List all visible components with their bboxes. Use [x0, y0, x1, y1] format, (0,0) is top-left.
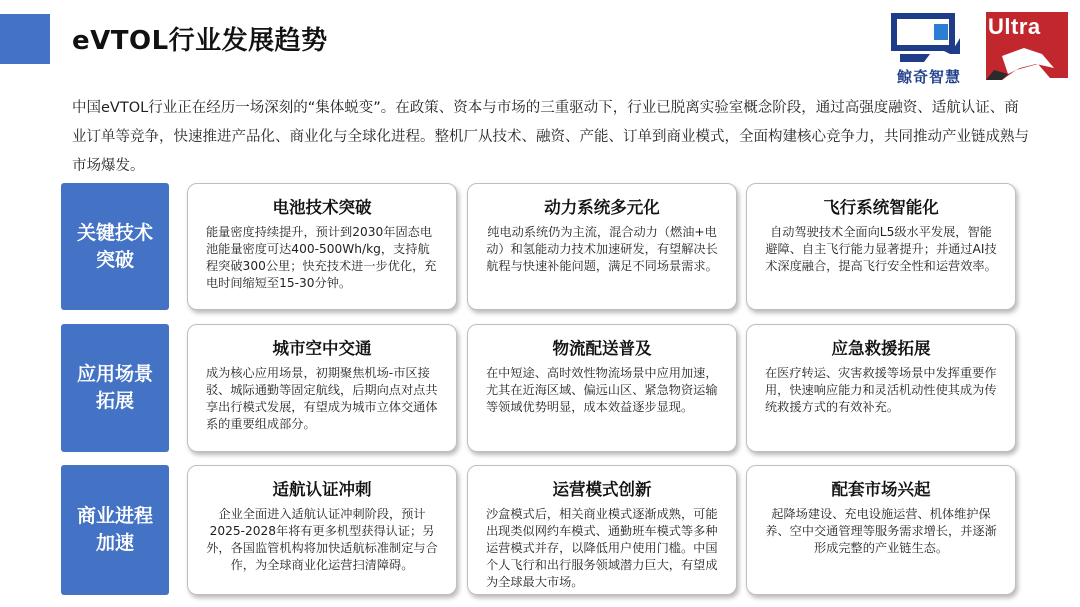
card-flight-system	[746, 183, 1016, 310]
card-battery-tech	[187, 183, 457, 310]
ultra-logo	[980, 8, 1072, 84]
row-label-text: 关键技术突破	[76, 221, 153, 271]
ultra-logo-text: Ultra	[988, 14, 1041, 39]
row-label-key-tech	[61, 183, 169, 310]
card-title: 电池技术突破	[272, 198, 372, 217]
whale-brand-name: 鲸奇智慧	[896, 68, 961, 86]
card-body: 纯电动系统仍为主流，混合动力（燃油+电动）和氢能动力技术加速研发，有望解决长航程与快速补能问题，满足不同场景需求。	[486, 225, 718, 273]
card-title: 运营模式创新	[552, 480, 652, 499]
card-power-system	[467, 183, 737, 310]
card-title: 城市空中交通	[272, 339, 372, 358]
card-body: 沙盒模式后，相关商业模式逐渐成熟，可能出现类似网约车模式、通勤班车模式等多种运营模式并存，以降低用户使用门槛。中国个人飞行和出行服务领域潜力巨大，有望成为全球最大市场。	[486, 507, 718, 589]
card-body: 在中短途、高时效性物流场景中应用加速，尤其在近海区域、偏远山区、紧急物资运输等领域优势明显，成本效益逐步显现。	[486, 366, 718, 414]
row-label-application	[61, 324, 169, 452]
row-label-text: 商业进程加速	[76, 505, 153, 554]
card-emergency-rescue	[746, 324, 1016, 452]
card-airworthiness	[187, 465, 457, 595]
card-title: 飞行系统智能化	[823, 198, 939, 217]
intro-paragraph: 中国eVTOL行业正在经历一场深刻的“集体蜕变”。在政策、资本与市场的三重驱动下，行业已脱离实验室概念阶段，通过高强度融资、适航认证、商业订单等竞争，快速推进产品化、商业化与全球化进程。整机厂从技术、融资、产能、订单到商业模式，全面构建核心竞争力，共同推动产业链成熟与市场爆发。	[72, 100, 1029, 174]
card-title: 配套市场兴起	[831, 480, 931, 499]
title-accent-block	[0, 14, 50, 64]
card-body: 自动驾驶技术全面向L5级水平发展，智能避障、自主飞行能力显著提升；并通过AI技术深度融合，提高飞行安全性和运营效率。	[765, 225, 997, 273]
slide-title: eVTOL行业发展趋势	[72, 26, 328, 56]
card-title: 物流配送普及	[552, 339, 652, 358]
card-body: 能量密度持续提升，预计到2030年固态电池能量密度可达400-500Wh/kg，支持航程突破300公里；快充技术进一步优化，充电时间缩短至15-30分钟。	[206, 225, 437, 290]
row-label-commercial	[61, 465, 169, 595]
card-title: 动力系统多元化	[544, 198, 660, 217]
row-label-text: 应用场景拓展	[76, 363, 153, 412]
card-title: 适航认证冲刺	[272, 480, 372, 499]
card-body: 在医疗转运、灾害救援等场景中发挥重要作用，快速响应能力和灵活机动性使其成为传统救援方式的有效补充。	[765, 366, 997, 414]
card-body: 成为核心应用场景，初期聚焦机场-市区接驳、城际通勤等固定航线，后期向点对点共享出行模式发展，有望成为城市立体交通体系的重要组成部分。	[206, 366, 438, 431]
whale-logo-mark-icon	[890, 10, 962, 64]
card-body: 企业全面进入适航认证冲刺阶段，预计2025-2028年将有更多机型获得认证；另外，各国监管机构将加快适航标准制定与合作，为全球商业化运营扫清障碍。	[206, 507, 438, 572]
whale-logo	[884, 8, 974, 88]
card-operation-model	[467, 465, 737, 595]
card-title: 应急救援拓展	[831, 339, 931, 358]
card-body: 起降场建设、充电设施运营、机体维护保养、空中交通管理等服务需求增长，并逐渐形成完整的产业链生态。	[765, 507, 997, 555]
card-logistics	[467, 324, 737, 452]
card-supporting-market	[746, 465, 1016, 595]
card-urban-air-mobility	[187, 324, 457, 452]
